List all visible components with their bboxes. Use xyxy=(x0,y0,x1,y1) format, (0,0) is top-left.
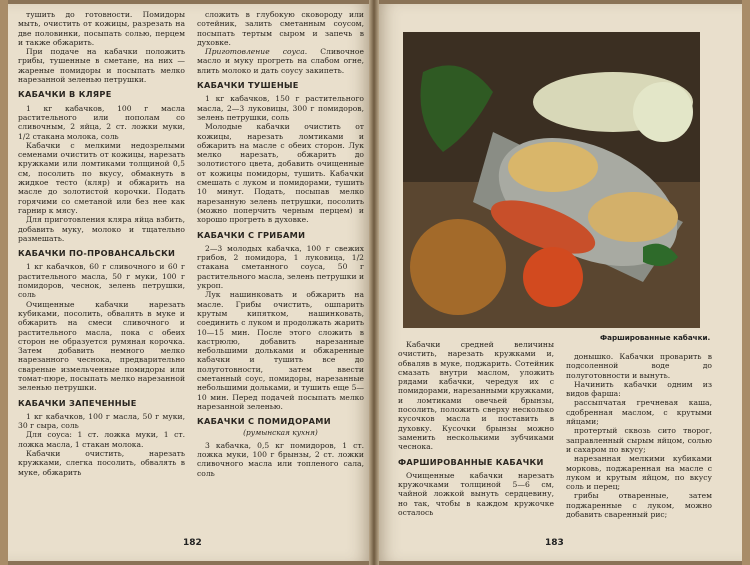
paragraph: Приготовление соуса. Сливочное масло и муку прогреть на слабом огне, влить молоко и дать соусу закипеть. xyxy=(197,47,365,75)
paragraph: Очищенные кабачки нарезать кубиками, посолить, обвалять в муке и обжарить на смеси сливочного и растительного масла, пока с обеих сторон не образуется румяная корочка. Затем добавить немного мелко нарезанного чеснока, предварительно свареные измельченные помидоры или томат-пюре, посыпать мелко нарезанной зеленью петрушки. xyxy=(18,299,185,393)
paragraph: 1 кг кабачков, 100 г масла растительного или пополам со сливочным, 2 яйца, 2 ст. ложки муки, 1/2 стакана молока, соль xyxy=(18,103,185,141)
paragraph: рассыпчатая гречневая каша, сдобренная маслом, с крутыми яйцами; xyxy=(566,398,712,427)
paragraph: 1 кг кабачков, 100 г масла, 50 г муки, 30 г сыра, соль xyxy=(18,411,185,431)
left-page-column-1 xyxy=(18,10,185,477)
paragraph: Начинить кабачки одним из видов фарша: xyxy=(566,379,712,399)
right-page-number: 183 xyxy=(545,538,564,548)
paragraph: 1 кг кабачков, 60 г сливочного и 60 г растительного масла, 50 г муки, 100 г помидоров, чеснок, зелень петрушки, соль xyxy=(18,262,185,300)
paragraph: Кабачки с мелкими недозрелыми семенами очистить от кожицы, нарезать кружками или ломтиками толщиной 0,5 см, посолить по вкусу, обмакнуть в жидкое тесто (кляр) и обжарить на масле до золотистой корочки. Подать горячими со сметаной или без нее как гарнир к мясу. xyxy=(18,140,185,215)
cover-edge-left xyxy=(0,0,8,565)
left-page-column-2 xyxy=(197,10,364,478)
recipe-title: КАБАЧКИ В КЛЯРЕ xyxy=(18,89,112,100)
paragraph: тушить до готовности. Помидоры мыть, очистить от кожицы, разрезать на две половинки, посыпать солью, перцем и также обжарить. xyxy=(18,10,185,47)
recipe-title: КАБАЧКИ С ГРИБАМИ xyxy=(197,229,306,240)
paragraph: При подаче на кабачки положить грибы, тушенные в сметане, на них — жареные помидоры и посыпать мелко нарезанной зеленью петрушки. xyxy=(18,47,185,85)
recipe-title: КАБАЧКИ С ПОМИДОРАМИ xyxy=(197,416,331,427)
paragraph: грибы отваренные, затем поджаренные с луком, можно добавить сваренный рис; xyxy=(566,491,712,520)
paragraph: 3 кабачка, 0,5 кг помидоров, 1 ст. ложка муки, 100 г брынзы, 2 ст. ложки сливочного масла или топленого сала, соль xyxy=(197,440,364,478)
stuffed-zucchini-photo xyxy=(403,32,700,328)
book-gutter xyxy=(369,0,379,565)
paragraph: 1 кг кабачков, 150 г растительного масла, 2—3 луковицы, 300 г помидоров, зелень петрушки, соль xyxy=(197,94,364,122)
paragraph: Очищенные кабачки нарезать кружочками толщиной 5—6 см, чайной ложкой вынуть сердцевину, но так, чтобы в каждом кружочке осталось xyxy=(398,470,554,518)
cover-edge-right xyxy=(742,0,750,565)
recipe-title: КАБАЧКИ ПО-ПРОВАНСАЛЬСКИ xyxy=(18,248,176,259)
paragraph: Кабачки средней величины очистить, нарезать кружками и, обваляв в муке, поджарить. Сотейник смазать внутри маслом, уложить рядами кабачки, чередуя их с помидорами, нарезанными кружками, и ломтиками овечьей брынзы, посолить, положить сверху несколько кусочков масла и поставить в духовку. Кусочки брынзы можно заменить несколькими зубчиками чеснока. xyxy=(398,340,554,452)
right-page-column-2 xyxy=(566,352,712,519)
paragraph: Для приготовления кляра яйца взбить, добавить муку, молоко и тщательно размешать. xyxy=(18,215,185,243)
paragraph: Молодые кабачки очистить от кожицы, нарезать ломтиками и обжарить на масле с обеих сторон. Лук мелко нарезать, обжарить до золотистого цвета, добавить очищенные от кожицы помидоры, тушить. Кабачки смешать с луком и помидорами, тушить 10 минут. Подать, посыпав мелко нарезанную зелень петрушки, посолить (можно поперчить черным перцем) и хорошо прогреть в духовке. xyxy=(197,122,364,225)
paragraph: 2—3 молодых кабачка, 100 г свежих грибов, 2 помидора, 1 луковица, 1/2 стакана сметанного соуса, 50 г растительного масла, зелень петрушки и укроп. xyxy=(197,243,365,291)
recipe-subtitle: (румынская кухня) xyxy=(243,428,318,438)
recipe-title: КАБАЧКИ ТУШЕНЫЕ xyxy=(197,80,299,91)
paragraph: Кабачки очистить, нарезать кружками, слегка посолить, обвалять в муке, обжарить xyxy=(18,449,185,477)
left-page-number: 182 xyxy=(183,538,202,548)
photo-caption: Фаршированные кабачки. xyxy=(600,333,711,342)
paragraph: протертый сквозь сито творог, заправленный сырым яйцом, солью и сахаром по вкусу; xyxy=(566,426,712,454)
recipe-title: КАБАЧКИ ЗАПЕЧЕННЫЕ xyxy=(18,397,137,408)
italic-lead: Приготовление соуса. xyxy=(205,47,308,57)
paragraph: донышко. Кабачки проварить в подсоленной воде до полуготовности и вынуть. xyxy=(566,352,712,380)
paragraph: Для соуса: 1 ст. ложка муки, 1 ст. ложка масла, 1 стакан молока. xyxy=(18,430,185,449)
recipe-title: ФАРШИРОВАННЫЕ КАБАЧКИ xyxy=(398,456,544,467)
right-page-column-1 xyxy=(398,340,554,517)
paragraph: нарезанная мелкими кубиками морковь, поджаренная на масле с луком и крутым яйцом, по вкусу соль и перец; xyxy=(566,454,712,492)
paragraph: Лук нашинковать и обжарить на масле. Грибы очистить, ошпарить крутым кипятком, нашинковать, соединить с луком и продолжать жарить 10—15 мин. После этого сложить в кастрюлю, добавить нарезанные небольшими дольками и обжаренные кабачки и тушить все до полуготовности, затем ввести сметанный соус, помидоры, нарезанные небольшими дольками, и тушить еще 5—10 мин. Перед подачей посыпать мелко нарезанной зеленью. xyxy=(197,290,364,411)
paragraph: сложить в глубокую сковороду или сотейник, залить сметанным соусом, посыпать тертым сыром и запечь в духовке. xyxy=(197,10,364,47)
